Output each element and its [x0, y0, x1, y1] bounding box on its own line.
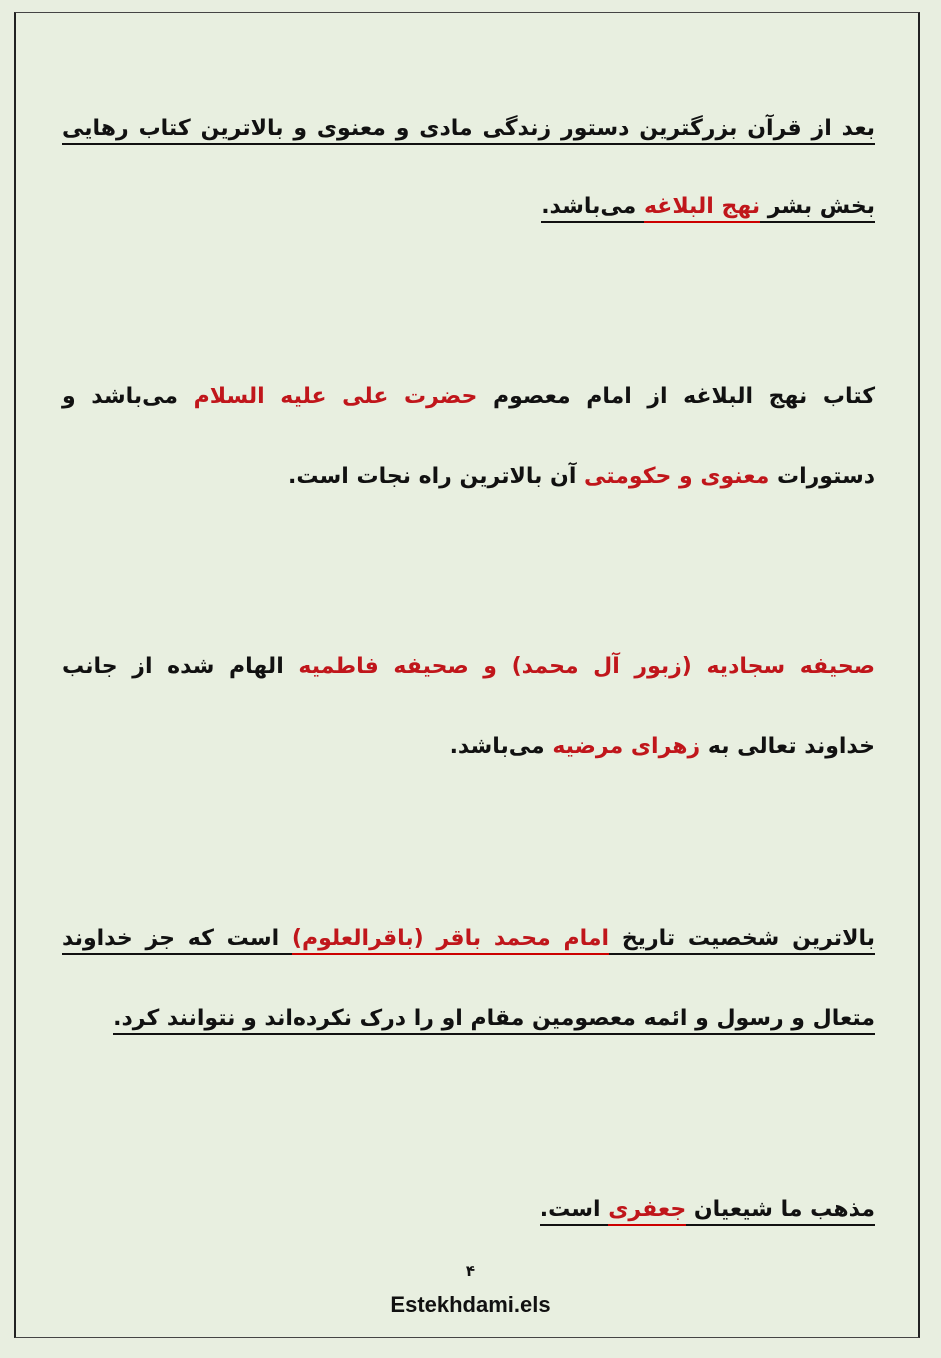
paragraph-1-line-1: بعد از قرآن بزرگترین دستور زندگی مادی و معنوی و بالاترین کتاب رهایی: [62, 112, 875, 146]
highlight-imam-ali: حضرت علی علیه السلام: [193, 384, 478, 409]
page-number: ۴: [465, 1262, 476, 1280]
footer-brand: Estekhdami.els: [390, 1292, 551, 1317]
highlight-nahj-al-balagha: نهج البلاغه: [644, 194, 760, 223]
paragraph-1-text-c: می‌باشد.: [541, 194, 644, 223]
paragraph-3-line-1: صحیفه سجادیه (زبور آل محمد) و صحیفه فاطمیه الهام شده از جانب: [62, 654, 875, 679]
paragraph-1-line-2: [541, 190, 875, 224]
highlight-imam-baqir: امام محمد باقر (باقرالعلوم): [292, 926, 609, 955]
paragraph-4-line-1: بالاترین شخصیت تاریخ امام محمد باقر (باقرالعلوم) است که جز خداوند: [62, 922, 875, 956]
highlight-spiritual-governmental: معنوی و حکومتی: [584, 464, 770, 489]
paragraph-4-line-2: متعال و رسول و ائمه معصومین مقام او را درک نکرده‌اند و نتوانند کرد.: [113, 1002, 875, 1036]
paragraph-3-line-2: خداوند تعالی به زهرای مرضیه می‌باشد.: [449, 734, 875, 759]
highlight-sahifa: صحیفه سجادیه (زبور آل محمد) و صحیفه فاطمیه: [298, 654, 875, 679]
highlight-jafari: جعفری: [608, 1197, 686, 1226]
paragraph-2-line-1: کتاب نهج البلاغه از امام معصوم حضرت علی علیه السلام می‌باشد و: [62, 384, 875, 409]
paragraph-1-text-a: بخش بشر: [760, 194, 875, 223]
paragraph-2-line-2: دستورات معنوی و حکومتی آن بالاترین راه نجات است.: [288, 464, 875, 489]
highlight-zahra: زهرای مرضیه: [552, 734, 701, 759]
paragraph-5-line-1: مذهب ما شیعیان جعفری است.: [540, 1193, 875, 1227]
